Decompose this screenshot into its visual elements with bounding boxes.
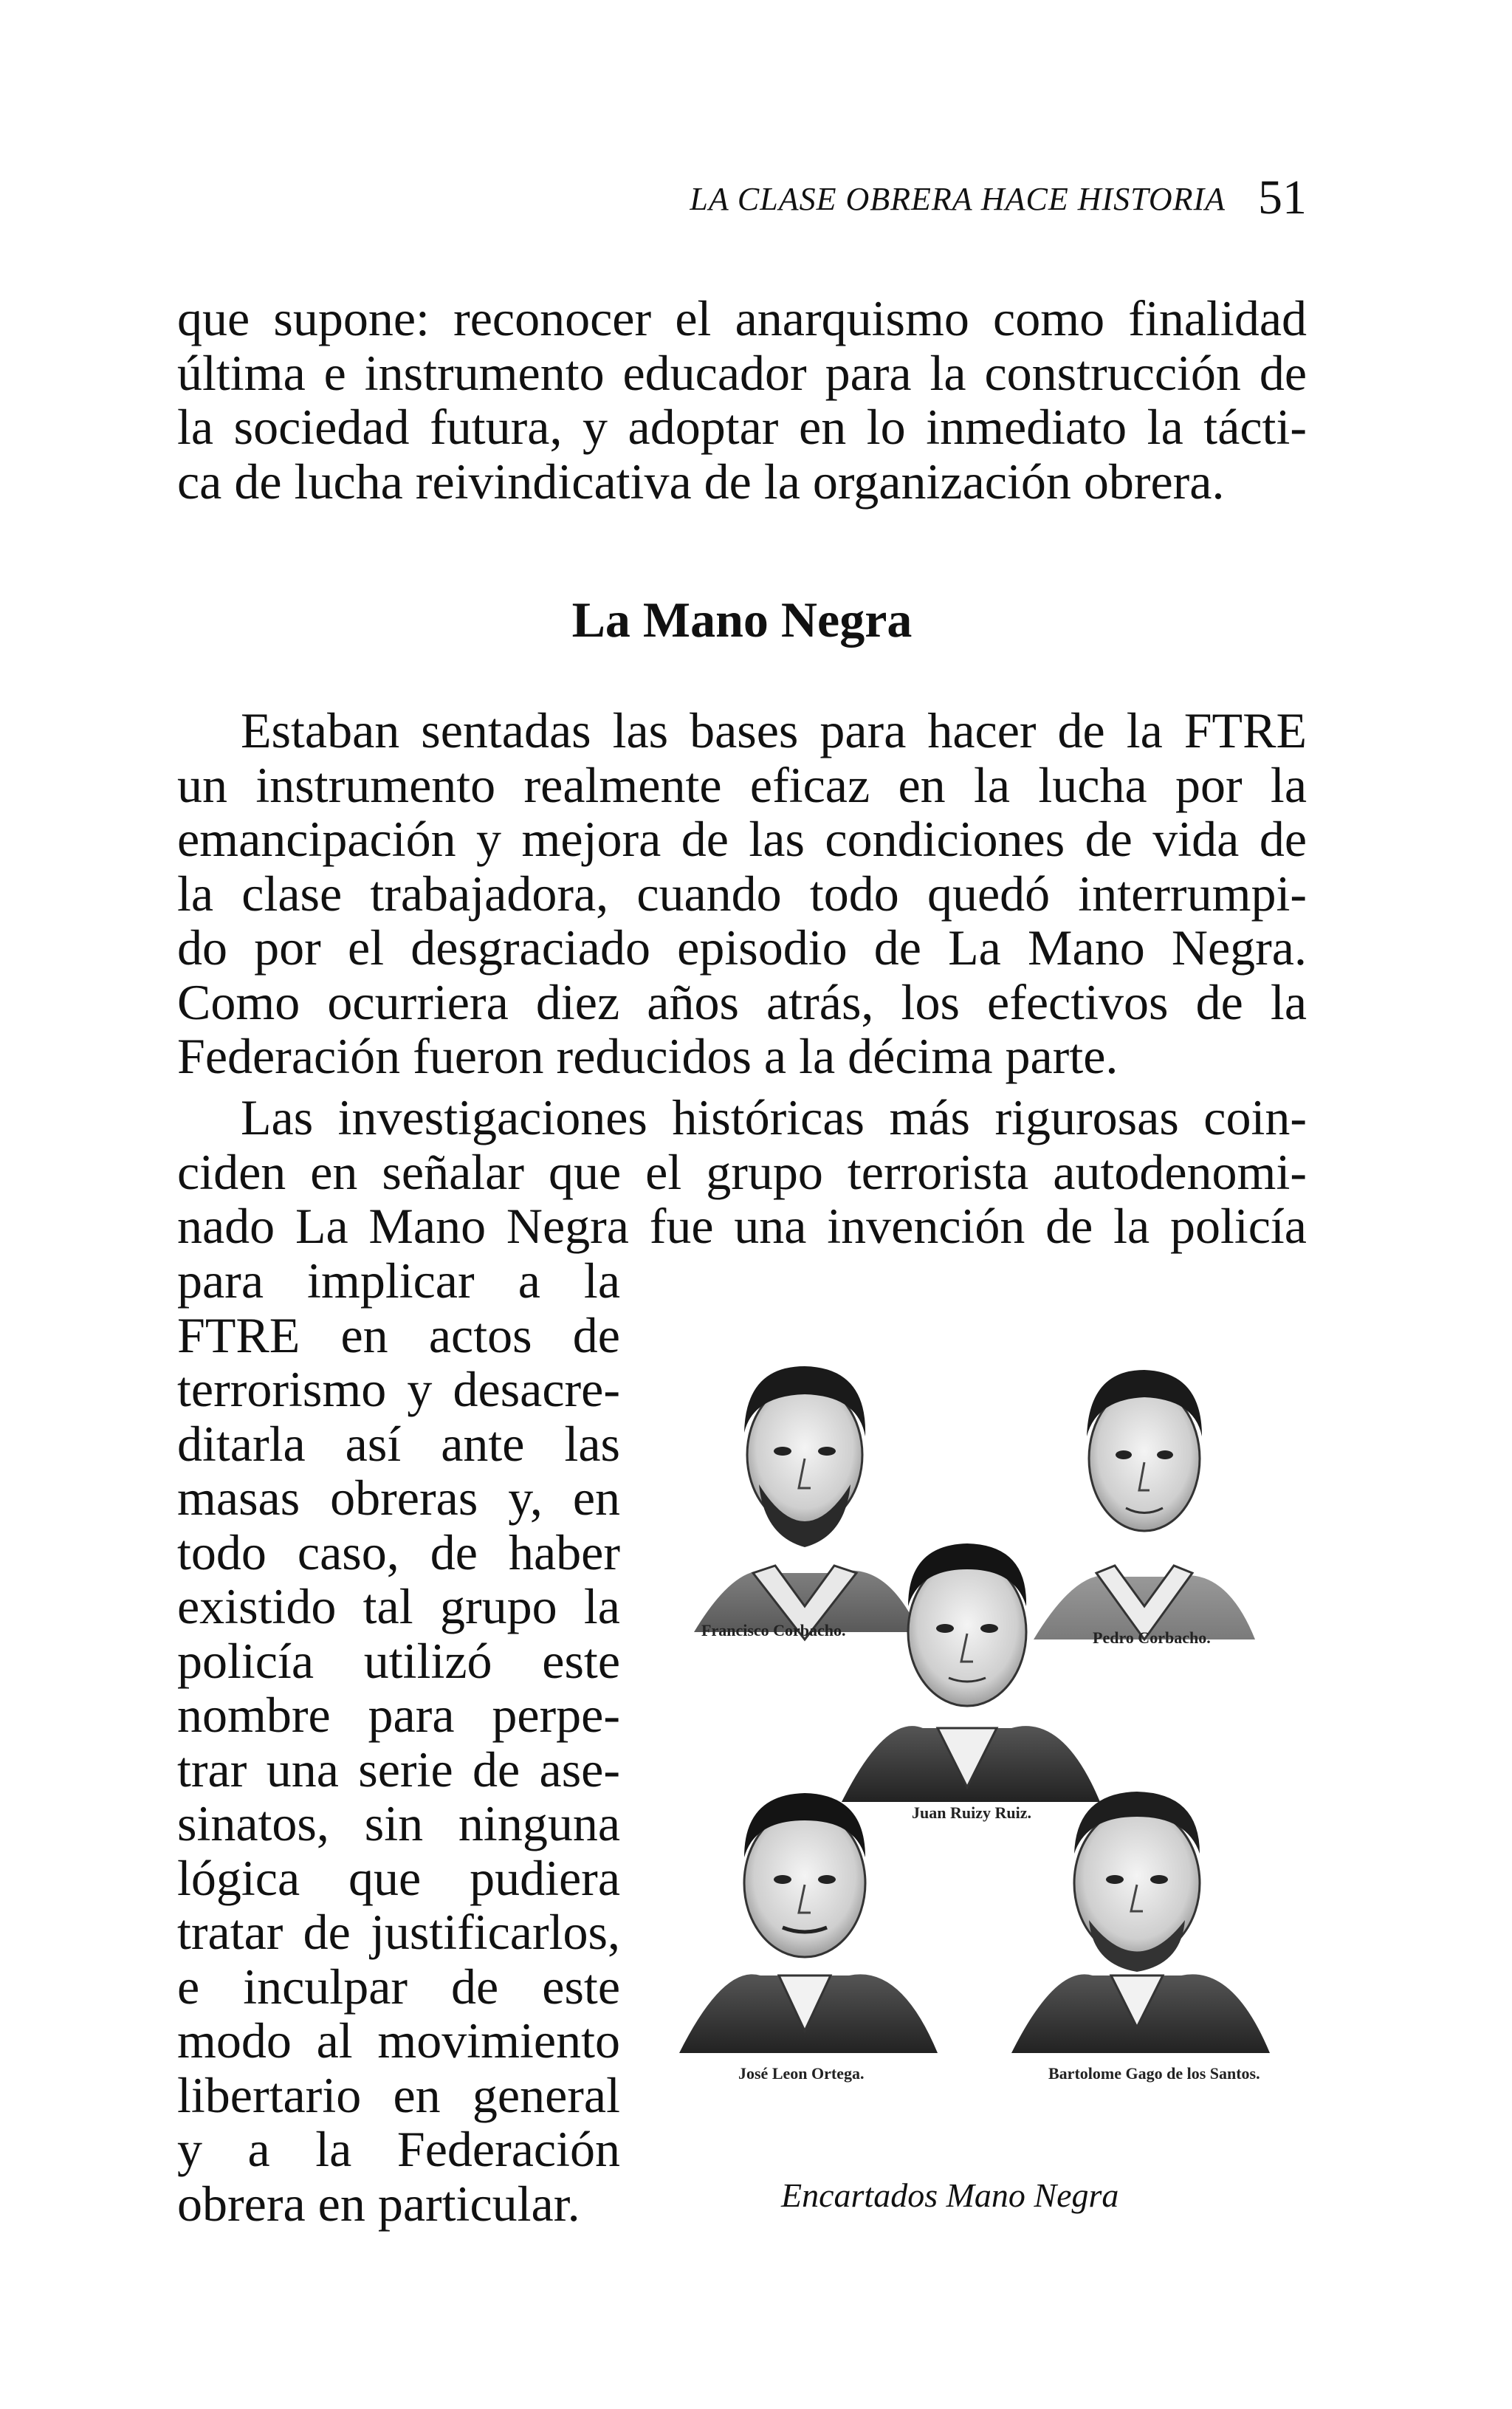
label-pedro: Pedro Corbacho.: [1093, 1628, 1211, 1647]
paragraph-2-wrapped: [177, 1254, 620, 2231]
portrait-francisco: [694, 1366, 919, 1639]
text-line: todo caso, de haber: [177, 1524, 620, 1580]
text-line: Como ocurriera diez años atrás, los efectivos de la: [177, 973, 1307, 1030]
text-line: existido tal grupo la: [177, 1578, 620, 1634]
portrait-bartolome: [1011, 1792, 1270, 2053]
text-line: que supone: reconocer el anarquismo como finalidad: [177, 290, 1307, 346]
text-line: Federación fueron reducidos a la décima parte.: [177, 1028, 1118, 1084]
label-jose: José Leon Ortega.: [738, 2064, 865, 2083]
text-line: FTRE en actos de: [177, 1306, 620, 1363]
text-line: ditarla así ante las: [177, 1415, 620, 1472]
figure-caption: Encartados Mano Negra: [781, 2176, 1119, 2214]
page-number: 51: [1258, 171, 1307, 225]
text-line: policía utilizó este: [177, 1632, 620, 1689]
label-francisco: Francisco Corbacho.: [701, 1621, 846, 1639]
text-line: tratar de justificarlos,: [177, 1904, 620, 1960]
paragraph-1: [177, 704, 1307, 1084]
text-line: la sociedad futura, y adoptar en lo inmediato la tácti-: [177, 399, 1307, 455]
text-line: sinatos, sin ninguna: [177, 1795, 620, 1851]
text-line: ciden en señalar que el grupo terrorista autodenomi-: [177, 1143, 1307, 1200]
text-line: la clase trabajadora, cuando todo quedó interrumpi-: [177, 865, 1307, 922]
section-title: La Mano Negra: [571, 592, 913, 648]
text-line: lógica que pudiera: [177, 1849, 620, 1906]
portraits-illustration: [664, 1315, 1314, 2164]
running-head: [177, 170, 1307, 229]
text-line: libertario en general: [177, 2066, 620, 2123]
text-line: emancipación y mejora de las condiciones de vida de: [177, 811, 1307, 867]
text-line: nombre para perpe-: [177, 1687, 620, 1743]
text-line: Las investigaciones históricas más rigurosas coin-: [241, 1089, 1307, 1145]
portrait-pedro: [1034, 1370, 1255, 1639]
label-bartolome: Bartolome Gago de los Santos.: [1048, 2064, 1260, 2083]
text-line: última e instrumento educador para la construcción de: [177, 344, 1307, 401]
intro-paragraph: [177, 292, 1307, 509]
text-line: y a la Federación: [177, 2121, 620, 2177]
text-line: nado La Mano Negra fue una invención de la policía: [177, 1198, 1307, 1254]
text-line: Estaban sentadas las bases para hacer de la FTRE: [241, 702, 1307, 758]
portrait-jose: [679, 1793, 938, 2053]
text-line: modo al movimiento: [177, 2012, 620, 2069]
text-line: obrera en particular.: [177, 2175, 580, 2232]
text-line: do por el desgraciado episodio de La Mano Negra.: [177, 919, 1307, 976]
running-title: LA CLASE OBRERA HACE HISTORIA: [690, 181, 1226, 217]
text-line: trar una serie de ase-: [177, 1741, 620, 1798]
text-line: para implicar a la: [177, 1253, 620, 1309]
text-line: ca de lucha reivindicativa de la organización obrera.: [177, 453, 1225, 510]
text-line: un instrumento realmente eficaz en la lucha por la: [177, 756, 1307, 813]
label-juan: Juan Ruizy Ruiz.: [912, 1803, 1031, 1822]
text-line: masas obreras y, en: [177, 1470, 620, 1526]
text-line: e inculpar de este: [177, 1958, 620, 2015]
text-line: terrorismo y desacre-: [177, 1361, 620, 1417]
portraits-figure: [664, 1315, 1314, 2193]
paragraph-2: [177, 1091, 1307, 1254]
